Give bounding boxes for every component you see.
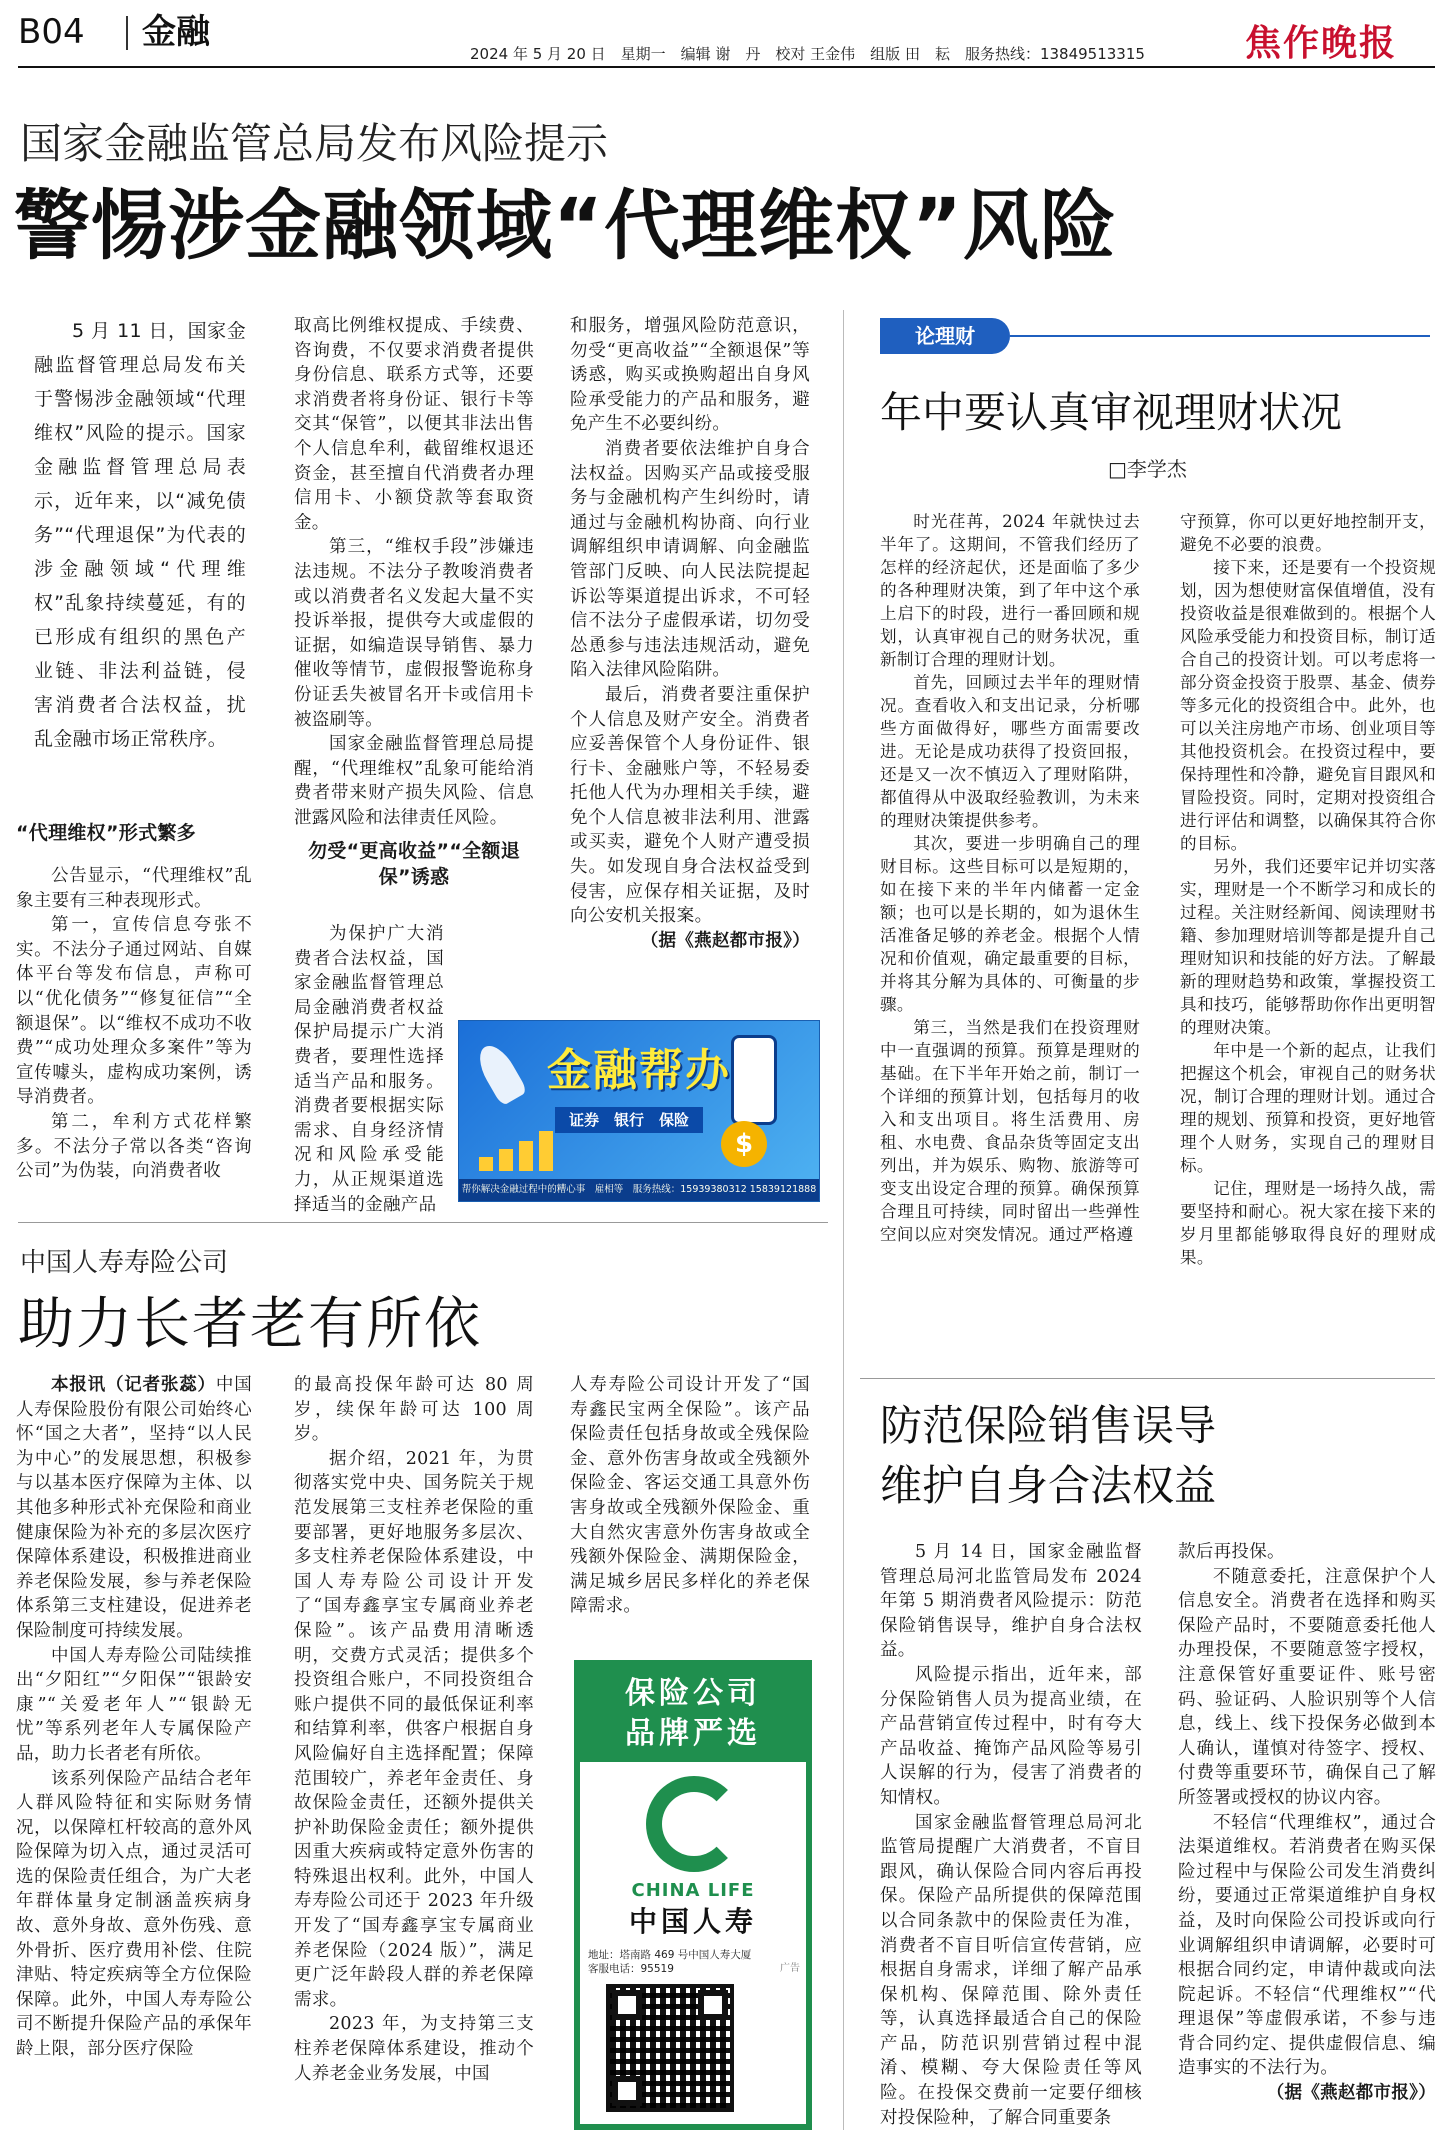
paragraph: 中国人寿寿险公司陆续推出“夕阳红”“夕阳保”“银龄安康”“关爱老年人”“银龄无忧”等系列老年人专属保险产品，助力长者老有所依。 [16, 1645, 252, 1764]
article1-lead-text: 5 月 11 日，国家金融监督管理总局发布关于警惕涉金融领域“代理维权”风险的提示。国家金融监督管理总局表示，近年来，以“减免债务”“代理退保”为代表的涉金融领域“代理维权”乱象持续蔓延，有的已形成有组织的黑色产业链、非法利益链，侵害消费者合法权益，扰乱金融市场正常秩序。 [34, 320, 246, 750]
money-bag-icon: $ [721, 1121, 767, 1167]
article4-col2 [1178, 1540, 1436, 2135]
article3-headline: 年中要认真审视理财状况 [880, 388, 1343, 437]
paragraph: 款后再投保。 [1178, 1542, 1285, 1562]
paragraph: 不轻信“代理维权”，通过合法渠道维权。若消费者在购买保险过程中与保险公司发生消费纠纷，要通过正常渠道维护自身权益，及时向保险公司投诉或向行业调解组织申请调解，必要时可根据合同约定，申请仲裁或向法院起诉。不轻信“代理维权”“代理退保”等虚假承诺，不参与违背合同约定、提供虚假信息、编造事实的不法行为。 [1178, 1812, 1436, 2079]
paragraph: 年中是一个新的起点，让我们把握这个机会，审视自己的财务状况，制订合理的理财计划。通过合理的规划、预算和投资，更好地管理个人财务，实现自己的理财目标。 [1180, 1041, 1436, 1175]
paragraph: 风险提示指出，近年来，部分保险销售人员为提高业绩，在产品营销宣传过程中，时有夸大产品收益、掩饰产品风险等易引人误解的行为，侵害了消费者的知情权。 [880, 1664, 1142, 1808]
paragraph: 据介绍，2021 年，为贯彻落实党中央、国务院关于规范发展第三支柱养老保险的重要部署，更好地服务多层次、多支柱养老保险体系建设，中国人寿寿险公司设计开发了“国寿鑫享宝专属商业养老保险”。该产品费用清晰透明，交费方式灵活；提供多个投资组合账户，不同投资组合账户提供不同的最低保证利率和结算利率，供客户根据自身风险偏好自主选择配置；保障范围较广，养老年金责任、身故保险金责任，还额外提供关护补助保险金责任；额外提供因重大疾病或特定意外伤害的特殊退出权利。此外，中国人寿寿险公司还于 2023 年升级开发了“国寿鑫享宝专属商业养老保险（2024 版）”，满足更广泛年龄段人群的养老保障需求。 [294, 1448, 534, 2010]
article3-author: □李学杰 [1108, 457, 1187, 481]
phone-icon [731, 1035, 777, 1125]
paragraph: 5 月 14 日，国家金融监督管理总局河北监管局发布 2024 年第 5 期消费者风险提示：防范保险销售误导，维护自身合法权益。 [880, 1542, 1142, 1661]
article2-col3 [570, 1373, 810, 1663]
finance-ad-title: 金融帮办 [547, 1045, 731, 1096]
paragraph: 另外，我们还要牢记并切实落实，理财是一个不断学习和成长的过程。关注财经新闻、阅读理财书籍、参加理财培训等都是提升自己理财知识和技能的好方法。了解最新的理财趋势和政策，掌握投资工具和技巧，能够帮助你作出更明智的理财决策。 [1180, 857, 1436, 1037]
paragraph: 和服务，增强风险防范意识，勿受“更高收益”“全额退保”等诱惑，购买或换购超出自身风险承受能力的产品和服务，避免产生不必要纠纷。 [570, 316, 810, 435]
article4-col1 [880, 1540, 1142, 2135]
paragraph: 国家金融监督管理总局提醒，“代理维权”乱象可能给消费者带来财产损失风险、信息泄露风险和法律责任风险。 [294, 734, 534, 828]
article3-column-tag: 论理财 [880, 318, 1010, 354]
paragraph: 接下来，还是要有一个投资规划，因为想使财富保值增值，没有投资收益是很难做到的。根据个人风险承受能力和投资目标，制订适合自己的投资计划。可以考虑将一部分资金投资于股票、基金、债券等多元化的投资组合中。此外，也可以关注房地产市场、创业项目等其他投资机会。在投资过程中，要保持理性和冷静，避免盲目跟风和冒险投资。同时，定期对投资组合进行评估和调整，以确保其符合你的目标。 [1180, 558, 1436, 853]
article2-headline: 助力长者老有所依 [18, 1292, 482, 1357]
paragraph: 最后，消费者要注重保护个人信息及财产安全。消费者应妥善保管个人身份证件、银行卡、金融账户等，不轻易委托他人代为办理相关手续，避免个人信息被非法利用、泄露或买卖，避免个人财产遭受损失。如发现自身合法权益受到侵害，应保存相关证据，及时向公安机关报案。 [570, 684, 810, 927]
paragraph: 该系列保险产品结合老年人群风险特征和实际财务情况，以保障杠杆较高的意外风险保障为切入点，通过灵活可选的保险责任组合，为广大老年群体量身定制涵盖疾病身故、意外身故、意外伤残、意外骨折、医疗费用补偿、住院津贴、特定疾病等全方位保险保障。此外，中国人寿寿险公司不断提升保险产品的承保年龄上限，部分医疗保险 [16, 1768, 252, 2060]
article2-kicker: 中国人寿寿险公司 [20, 1248, 229, 1278]
paragraph: 第二，牟利方式花样繁多。不法分子常以各类“咨询公司”为伪装，向消费者收 [16, 1111, 252, 1182]
finance-ad [458, 1020, 820, 1202]
insurance-hotline: 客服电话：95519 [588, 1963, 674, 1975]
article1-headline: 警惕涉金融领域“代理维权”风险 [14, 181, 1117, 270]
paragraph: 公告显示，“代理维权”乱象主要有三种表现形式。 [16, 866, 252, 911]
paragraph: 时光荏苒，2024 年就快过去半年了。这期间，不管我们经历了怎样的经济起伏，还是面临了多少的各种理财决策，到了年中这个承上启下的时段，进行一番回顾和规划，认真审视自己的财务状况，重新制订合理的理财计划。 [880, 512, 1140, 669]
article1-source: （据《燕赵都市报》） [640, 930, 810, 951]
header-divider [126, 16, 128, 50]
paragraph: 其次，要进一步明确自己的理财目标。这些目标可以是短期的，如在接下来的半年内储蓄一定金额；也可以是长期的，如为退休生活准备足够的养老金。根据个人情况和价值观，确定最重要的目标，并将其分解为具体的、可衡量的步骤。 [880, 834, 1140, 1014]
article1-col3 [570, 314, 810, 1004]
article2-byline: 本报讯（记者张蕊） [51, 1375, 216, 1395]
brand-cn: 中国人寿 [628, 1905, 757, 1938]
brand-en: CHINA LIFE [631, 1880, 755, 1901]
paper-logo: 焦作晚报 [1245, 23, 1398, 64]
paragraph: 记住，理财是一场持久战，需要坚持和耐心。祝大家在接下来的岁月里都能够取得良好的理财成果。 [1180, 1179, 1436, 1267]
section-name: 金融 [142, 12, 210, 52]
article1-subhead-2: 勿受“更高收益”“全额退保”诱惑 [307, 840, 521, 889]
article1-lead [34, 314, 246, 756]
column-tag-line [1010, 335, 1430, 337]
article1-col1 [16, 820, 252, 1190]
article2-col2 [294, 1373, 534, 2133]
article3-col1 [880, 510, 1140, 1370]
paragraph: 的最高投保年龄可达 80 周岁，续保年龄可达 100 周岁。 [294, 1375, 534, 1445]
article1-col2 [294, 314, 534, 889]
finance-ad-footer: 帮你解决金融过程中的糟心事 雇相等 服务热线：15939380312 15839121888 [459, 1179, 819, 1201]
insurance-ad [574, 1660, 812, 2130]
ad-mark: 广告 [780, 1963, 800, 1974]
article1-col2b [294, 922, 444, 1215]
paragraph: 国家金融监督管理总局河北监管局提醒广大消费者，不盲目跟风，确认保险合同内容后再投保。保险产品所提供的保障范围以合同条款中的保险责任为准，消费者不盲目听信宣传营销，应根据自身需求，详细了解产品承保机构、保障范围、除外责任等，认真选择最适合自己的保险产品，防范识别营销过程中混淆、模糊、夸大保险责任等风险。在投保交费前一定要仔细核对投保险种，了解合同重要条 [880, 1812, 1142, 2128]
section-divider [18, 1222, 828, 1223]
column-divider [843, 310, 844, 2130]
paragraph: 第三，“维权手段”涉嫌违法违规。不法分子教唆消费者或以消费者名义发起大量不实投诉举报，提供夸大或虚假的证据，如编造误导销售、暴力催收等情节，虚假报警诡称身份证丢失被冒名开卡或信用卡被盗刷等。 [294, 537, 534, 730]
article4-headline-2: 维护自身合法权益 [880, 1461, 1217, 1510]
article4-headline-1: 防范保险销售误导 [880, 1401, 1217, 1450]
insurance-ad-banner: 保险公司 品牌严选 [580, 1666, 806, 1762]
paragraph: 首先，回顾过去半年的理财情况。查看收入和支出记录，分析哪些方面做得好，哪些方面需要改进。无论是成功获得了投资回报，还是又一次不慎迈入了理财陷阱，都值得从中汲取经验教训，为未来的理财决策提供参考。 [880, 673, 1140, 830]
page-number: B04 [18, 12, 85, 52]
article2-col1 [16, 1373, 252, 2133]
paragraph: 2023 年，为支持第三支柱养老保障体系建设，推动个人养老金业务发展，中国 [294, 2014, 534, 2084]
article2-first-para: 中国人寿保险股份有限公司始终心怀“国之大者”，坚持“以人民为中心”的发展思想，积极参与以基本医疗保障为主体、以其他多种形式补充保险和商业健康保险为补充的多层次医疗保障体系建设，积极推进商业养老保险发展，参与养老保险体系第三支柱建设，促进养老保险制度可持续发展。 [16, 1375, 252, 1641]
paragraph: 为保护广大消费者合法权益，国家金融监督管理总局金融消费者权益保护局提示广大消费者，要理性选择适当产品和服务。消费者要根据实际需求、自身经济情况和风险承受能力，从正规渠道选择适当的金融产品 [294, 924, 444, 1215]
chart-icon [479, 1131, 569, 1171]
paragraph: 消费者要依法维护自身合法权益。因购买产品或接受服务与金融机构产生纠纷时，请通过与金融机构协商、向行业调解组织申请调解、向金融监管部门反映、向人民法院提起诉讼等渠道提出诉求，不可轻信不法分子虚假承诺，切勿受怂恿参与违法违规活动，避免陷入法律风险陷阱。 [570, 438, 810, 681]
article1-kicker: 国家金融监管总局发布风险提示 [20, 119, 609, 168]
finance-ad-tags: 证券 银行 保险 [555, 1107, 703, 1133]
paragraph [16, 1373, 252, 1644]
paragraph: 守预算，你可以更好地控制开支，避免不必要的浪费。 [1180, 512, 1436, 554]
header-meta: 2024 年 5 月 20 日 星期一 编辑 谢 丹 校对 王金伟 组版 田 耘 服务热线：13849513315 [470, 45, 1145, 63]
rocket-icon [472, 1040, 528, 1107]
paragraph: 第三，当然是我们在投资理财中一直强调的预算。预算是理财的基础。在下半年开始之前，制订一个详细的预算计划，包括每月的收入和支出项目。将生活费用、房租、水电费、食品杂货等固定支出列出，并为娱乐、购物、旅游等可变支出设定合理的预算。确保预算合理且可持续，同时留出一些弹性空间以应对突发情况。通过严格遵 [880, 1018, 1140, 1244]
paragraph: 人寿寿险公司设计开发了“国寿鑫民宝两全保险”。该产品保险责任包括身故或全残保险金、意外伤害身故或全残额外保险金、客运交通工具意外伤害身故或全残额外保险金、重大自然灾害意外伤害身故或全残额外保险金、满期保险金，满足城乡居民多样化的养老保障需求。 [570, 1375, 810, 1617]
insurance-address: 地址：塔南路 469 号中国人寿大厦 [588, 1949, 752, 1961]
section-divider [860, 1378, 1435, 1379]
paragraph: 第一，宣传信息夸张不实。不法分子通过网站、自媒体平台等发布信息，声称可以“优化债务”“修复征信”“全额退保”。以“维权不成功不收费”“成功处理众多案件”等为宣传噱头，虚构成功案例，诱导消费者。 [16, 915, 252, 1108]
article1-subhead-1: “代理维权”形式繁多 [16, 822, 196, 844]
paragraph: 不随意委托，注意保护个人信息安全。消费者在选择和购买保险产品时，不要随意委托他人办理投保，不要随意签字授权，注意保管好重要证件、账号密码、验证码、人脸识别等个人信息，线上、线下投保务必做到本人确认，谨慎对待签字、授权、付费等重要环节，确保自己了解所签署或授权的协议内容。 [1178, 1566, 1436, 1808]
header-rule [18, 66, 1435, 68]
qr-code-icon [606, 1984, 734, 2112]
article4-source: （据《燕赵都市报》） [1266, 2083, 1436, 2104]
paragraph: 取高比例维权提成、手续费、咨询费，不仅要求消费者提供身份信息、联系方式等，还要求消费者将身份证、银行卡等交其“保管”，以便其非法出售个人信息牟利，截留维权退还资金，甚至擅自代消费者办理信用卡、小额贷款等套取资金。 [294, 316, 534, 533]
china-life-logo-icon [646, 1776, 742, 1872]
article3-col2 [1180, 510, 1436, 1370]
